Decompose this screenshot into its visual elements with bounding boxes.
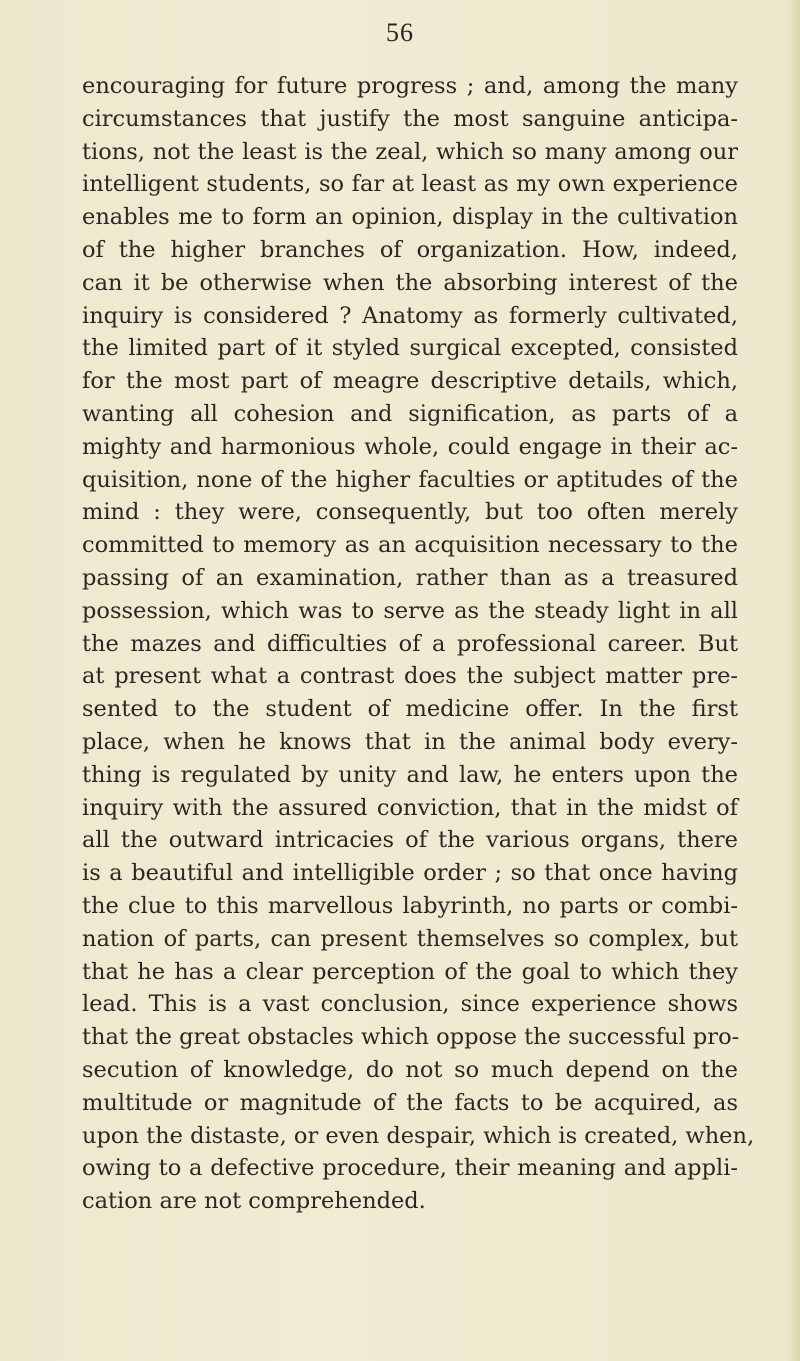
text-line: lead. This is a vast conclusion, since experience shows xyxy=(82,991,738,1018)
text-line: encouraging for future progress ; and, among the many xyxy=(82,73,738,99)
text-line: nation of parts, can present themselves so complex, but xyxy=(82,925,738,952)
text-line: committed to memory as an acquisition necessary to the xyxy=(82,532,738,559)
text-line: the limited part of it styled surgical excepted, consisted xyxy=(82,335,738,362)
text-line: multitude or magnitude of the facts to be acquired, as xyxy=(82,1089,738,1116)
text-line: place, when he knows that in the animal body every- xyxy=(82,728,738,755)
text-line: enables me to form an opinion, display in the cultivation xyxy=(82,204,738,231)
text-line: intelligent students, so far at least as my own experience xyxy=(82,171,738,198)
text-line: cation are not comprehended. xyxy=(82,1188,426,1215)
text-line: upon the distaste, or even despair, which is created, when, xyxy=(82,1122,755,1149)
text-line: at present what a contrast does the subject matter pre- xyxy=(82,663,738,690)
text-line: mighty and harmonious whole, could engage in their ac- xyxy=(82,433,738,460)
text-line: is a beautiful and intelligible order ; so that once having xyxy=(82,860,738,887)
text-line: circumstances that justify the most sanguine anticipa- xyxy=(82,105,738,132)
text-line: secution of knowledge, do not so much depend on the xyxy=(82,1056,738,1083)
text-line: sented to the student of medicine offer. In the first xyxy=(82,696,738,723)
text-line: wanting all cohesion and signification, as parts of a xyxy=(82,400,738,427)
text-line: the mazes and difficulties of a professional career. But xyxy=(82,630,738,657)
text-line: possession, which was to serve as the steady light in all xyxy=(82,597,738,624)
text-line: mind : they were, consequently, but too often merely xyxy=(82,499,738,526)
body-text xyxy=(82,70,755,1218)
text-line: for the most part of meagre descriptive details, which, xyxy=(82,368,738,395)
text-line: quisition, none of the higher faculties or aptitudes of the xyxy=(82,466,738,493)
text-line: that he has a clear perception of the goal to which they xyxy=(82,958,738,985)
page-number: 56 xyxy=(386,18,414,47)
page-edge-shadow xyxy=(786,0,800,1361)
text-line: inquiry is considered ? Anatomy as formerly cultivated, xyxy=(82,302,738,329)
text-line: thing is regulated by unity and law, he enters upon the xyxy=(82,761,738,788)
text-line: can it be otherwise when the absorbing interest of the xyxy=(82,269,738,296)
text-line: owing to a defective procedure, their meaning and appli- xyxy=(82,1155,738,1182)
text-line: tions, not the least is the zeal, which so many among our xyxy=(82,138,738,165)
text-line: inquiry with the assured conviction, that in the midst of xyxy=(82,794,738,821)
text-line: passing of an examination, rather than as a treasured xyxy=(82,564,738,591)
text-line: the clue to this marvellous labyrinth, no parts or combi- xyxy=(82,892,738,919)
text-line: of the higher branches of organization. How, indeed, xyxy=(82,236,738,263)
text-line: that the great obstacles which oppose the successful pro- xyxy=(82,1024,740,1051)
text-line: all the outward intricacies of the various organs, there xyxy=(82,827,738,854)
